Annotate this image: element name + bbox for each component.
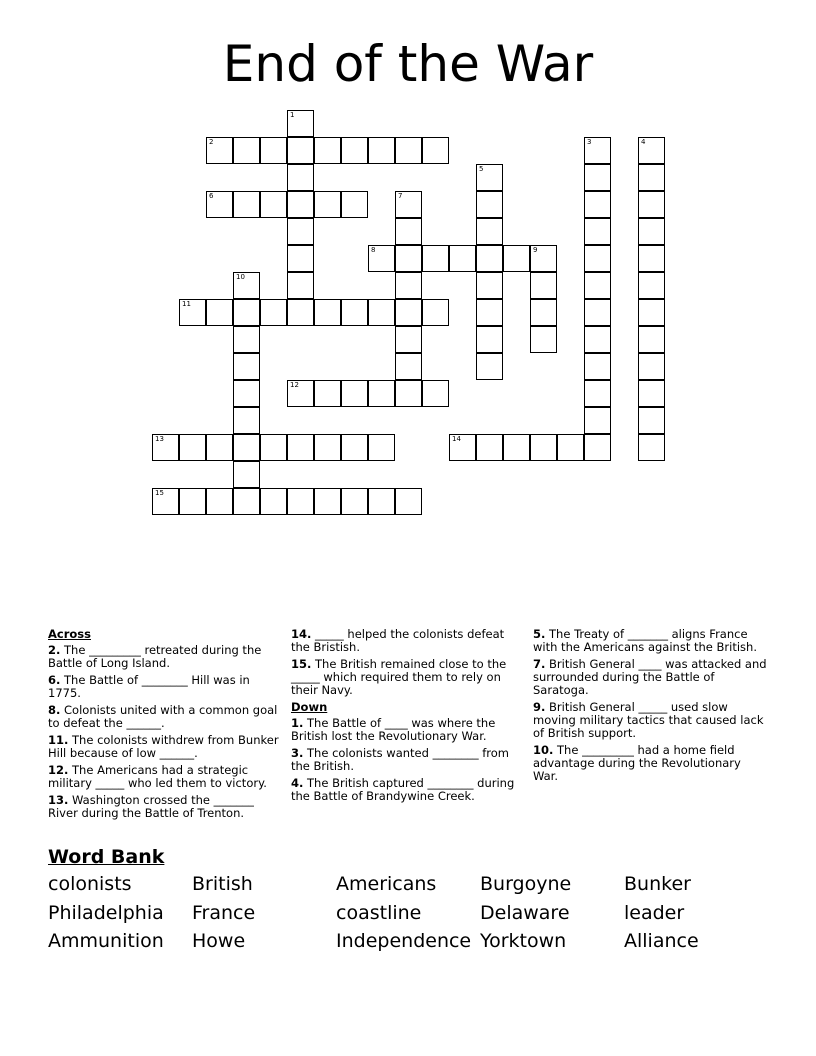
grid-cell[interactable] [206,191,233,218]
grid-cell[interactable] [476,218,503,245]
clue-text: The Battle of ________ Hill was in 1775. [48,673,250,700]
grid-cell[interactable] [638,218,665,245]
grid-cell[interactable] [152,488,179,515]
grid-cell[interactable] [584,407,611,434]
grid-cell[interactable] [395,137,422,164]
grid-cell[interactable] [530,299,557,326]
clue-number: 12 [290,381,299,389]
clue-number: 9. [533,700,546,714]
grid-cell[interactable] [476,434,503,461]
clue-text: The colonists wanted ________ from the British. [291,746,509,773]
grid-cell[interactable] [638,137,665,164]
grid-cell[interactable] [287,299,314,326]
grid-cell[interactable] [206,299,233,326]
clue-number: 8. [48,703,61,717]
grid-cell[interactable] [233,137,260,164]
grid-cell[interactable] [287,110,314,137]
clue-number: 6. [48,673,61,687]
clue-text: The colonists withdrew from Bunker Hill because of low ______. [48,733,279,760]
word-bank-word: Americans [336,873,437,895]
grid-cell[interactable] [503,245,530,272]
grid-cell[interactable] [233,326,260,353]
clue [291,717,526,743]
grid-cell[interactable] [233,407,260,434]
grid-cell[interactable] [314,380,341,407]
grid-cell[interactable] [287,380,314,407]
grid-cell[interactable] [638,191,665,218]
clue [291,747,526,773]
clue [48,674,283,700]
clue [48,794,283,820]
grid-cell[interactable] [206,434,233,461]
clue-number: 13 [155,435,164,443]
grid-cell[interactable] [422,380,449,407]
grid-cell[interactable] [314,488,341,515]
grid-cell[interactable] [476,191,503,218]
clue-number: 2 [209,138,214,146]
clue-number: 10 [236,273,245,281]
clue-number: 11. [48,733,69,747]
across-clue-list [48,644,283,820]
word-bank-word: colonists [48,873,132,895]
clue [48,644,283,670]
grid-cell[interactable] [584,164,611,191]
grid-cell[interactable] [368,245,395,272]
grid-cell[interactable] [530,272,557,299]
grid-cell[interactable] [233,353,260,380]
grid-cell[interactable] [638,299,665,326]
clue-number: 7. [533,657,546,671]
clue-text: _____ helped the colonists defeat the Bristish. [291,627,505,654]
grid-cell[interactable] [179,488,206,515]
clue [533,628,768,654]
grid-cell[interactable] [449,434,476,461]
clue-number: 15. [291,657,312,671]
grid-cell[interactable] [530,245,557,272]
grid-cell[interactable] [152,434,179,461]
clue-number: 12. [48,763,69,777]
grid-cell[interactable] [233,488,260,515]
grid-cell[interactable] [368,488,395,515]
clue-text: British General ____ was attacked and surrounded during the Battle of Saratoga. [533,657,767,697]
grid-cell[interactable] [584,353,611,380]
clue-text: The Americans had a strategic military _____ who led them to victory. [48,763,267,790]
grid-cell[interactable] [287,272,314,299]
word-bank-word: Ammunition [48,930,164,952]
clue-number: 9 [533,246,538,254]
grid-cell[interactable] [530,326,557,353]
grid-cell[interactable] [287,488,314,515]
clue-text: The British remained close to the _____ which required them to rely on their Navy. [291,657,507,697]
clue-text: The Treaty of _______ aligns France with the Americans against the British. [533,627,757,654]
clue-text: Washington crossed the _______ River during the Battle of Trenton. [48,793,254,820]
word-bank-word: Philadelphia [48,901,164,924]
grid-cell[interactable] [422,299,449,326]
clue-number: 4 [641,138,646,146]
clue-text: The _________ had a home field advantage during the Revolutionary War. [533,743,741,783]
clue-number: 11 [182,300,191,308]
clue-number: 1. [291,716,304,730]
grid-cell[interactable] [476,164,503,191]
clue [533,658,768,697]
grid-cell[interactable] [314,299,341,326]
grid-cell[interactable] [476,272,503,299]
grid-cell[interactable] [422,137,449,164]
clue-text: British General _____ used slow moving military tactics that caused lack of British support. [533,700,764,740]
grid-cell[interactable] [584,191,611,218]
grid-cell[interactable] [287,434,314,461]
grid-cell[interactable] [584,380,611,407]
grid-cell[interactable] [395,272,422,299]
grid-cell[interactable] [368,380,395,407]
grid-cell[interactable] [395,245,422,272]
grid-cell[interactable] [341,191,368,218]
grid-cell[interactable] [476,326,503,353]
down-clue-list [291,717,526,803]
clue-number: 10. [533,743,554,757]
grid-cell[interactable] [584,245,611,272]
grid-cell[interactable] [314,434,341,461]
grid-cell[interactable] [584,137,611,164]
grid-cell[interactable] [233,191,260,218]
grid-cell[interactable] [233,380,260,407]
across-heading: Across [48,627,91,641]
clue-number: 5. [533,627,546,641]
grid-cell[interactable] [287,164,314,191]
grid-cell[interactable] [179,434,206,461]
grid-cell[interactable] [287,218,314,245]
grid-cell[interactable] [395,326,422,353]
grid-cell[interactable] [395,488,422,515]
grid-cell[interactable] [287,245,314,272]
grid-cell[interactable] [260,299,287,326]
clue [48,764,283,790]
word-bank-word: Burgoyne [480,873,572,895]
grid-cell[interactable] [395,380,422,407]
clues-column-3 [533,628,768,787]
word-bank-word: Delaware [480,901,570,924]
grid-cell[interactable] [260,488,287,515]
grid-cell[interactable] [233,434,260,461]
clue-number: 2. [48,643,61,657]
clue [291,658,526,697]
clue-number: 4. [291,776,304,790]
grid-cell[interactable] [287,137,314,164]
grid-cell[interactable] [314,191,341,218]
grid-cell[interactable] [233,299,260,326]
grid-cell[interactable] [341,488,368,515]
grid-cell[interactable] [638,245,665,272]
clue-number: 7 [398,192,403,200]
across-clue-list-continued [291,628,526,697]
clue [291,777,526,803]
grid-cell[interactable] [449,245,476,272]
grid-cell[interactable] [368,137,395,164]
grid-cell[interactable] [638,407,665,434]
word-bank-word: Alliance [624,930,699,952]
clue-number: 3. [291,746,304,760]
word-bank-word: Howe [192,930,246,952]
word-bank-word: coastline [336,901,422,924]
grid-cell[interactable] [287,191,314,218]
grid-cell[interactable] [584,434,611,461]
clue [533,701,768,740]
grid-cell[interactable] [476,299,503,326]
word-bank-word: leader [624,901,685,924]
clue-number: 3 [587,138,592,146]
clues-column-1 [48,628,283,824]
grid-cell[interactable] [341,434,368,461]
clue-text: The _________ retreated during the Battle of Long Island. [48,643,262,670]
grid-cell[interactable] [584,299,611,326]
grid-cell[interactable] [233,461,260,488]
grid-cell[interactable] [638,434,665,461]
word-bank-word: Independence [336,930,472,952]
grid-cell[interactable] [584,218,611,245]
clue [48,734,283,760]
clues-column-2 [291,628,526,807]
word-bank-word: Bunker [624,873,691,895]
grid-cell[interactable] [314,137,341,164]
word-bank-title: Word Bank [48,846,165,868]
clue-number: 6 [209,192,214,200]
grid-cell[interactable] [638,353,665,380]
grid-cell[interactable] [260,191,287,218]
word-bank-word: British [192,873,253,895]
word-bank-word: France [192,901,256,924]
clue-number: 1 [290,111,295,119]
grid-cell[interactable] [584,326,611,353]
grid-cell[interactable] [395,353,422,380]
grid-cell[interactable] [584,272,611,299]
page-title: End of the War [222,35,594,93]
grid-cell[interactable] [422,245,449,272]
clue-number: 5 [479,165,484,173]
grid-cell[interactable] [368,434,395,461]
grid-cell[interactable] [395,218,422,245]
grid-cell[interactable] [638,272,665,299]
clue [48,704,283,730]
clue-number: 15 [155,489,164,497]
down-clue-list-continued [533,628,768,783]
grid-cell[interactable] [395,299,422,326]
down-heading: Down [291,700,328,714]
grid-cell[interactable] [638,380,665,407]
grid-cell[interactable] [233,272,260,299]
grid-cell[interactable] [638,164,665,191]
grid-cell[interactable] [206,137,233,164]
grid-cell[interactable] [368,299,395,326]
grid-cell[interactable] [503,434,530,461]
grid-cell[interactable] [260,434,287,461]
word-bank-word: Yorktown [480,930,567,952]
grid-cell[interactable] [341,380,368,407]
clue-text: The British captured ________ during the Battle of Brandywine Creek. [291,776,515,803]
clue-number: 8 [371,246,376,254]
grid-cell[interactable] [341,299,368,326]
grid-cell[interactable] [530,434,557,461]
grid-cell[interactable] [341,137,368,164]
clue-text: The Battle of ____ was where the British lost the Revolutionary War. [291,716,496,743]
grid-cell[interactable] [476,245,503,272]
grid-cell[interactable] [179,299,206,326]
clue-number: 13. [48,793,69,807]
grid-cell[interactable] [638,326,665,353]
grid-cell[interactable] [260,137,287,164]
grid-cell[interactable] [206,488,233,515]
clue [291,628,526,654]
clue-text: Colonists united with a common goal to defeat the ______. [48,703,278,730]
clue-number: 14. [291,627,312,641]
grid-cell[interactable] [395,191,422,218]
grid-cell[interactable] [557,434,584,461]
grid-cell[interactable] [476,353,503,380]
clue-number: 14 [452,435,461,443]
clue [533,744,768,783]
